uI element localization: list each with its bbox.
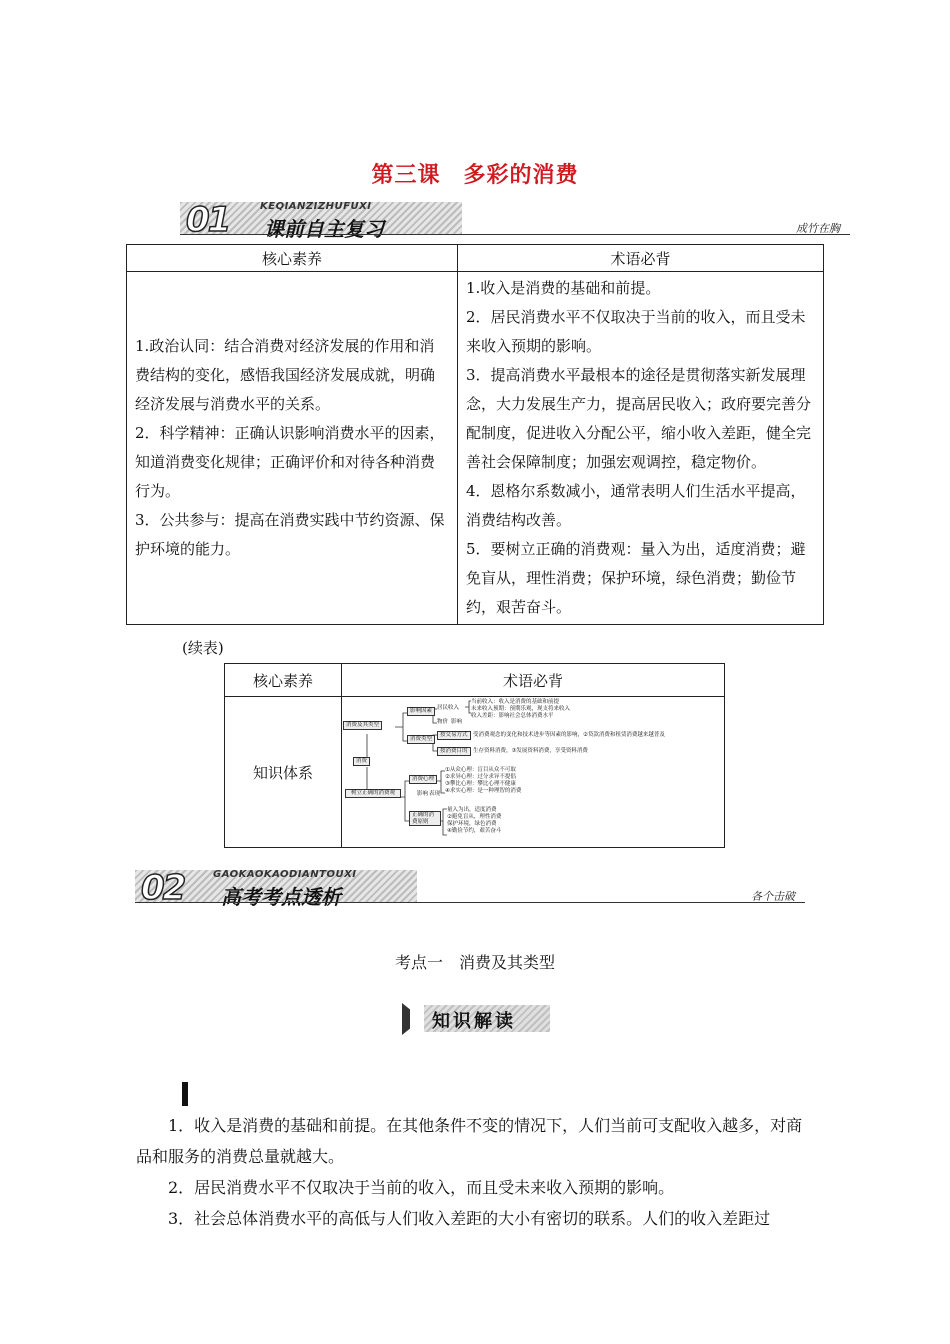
- continued-label: (续表): [182, 639, 224, 657]
- lesson-title: 第三课 多彩的消费: [371, 163, 579, 188]
- mindmap-label: 按消费目的: [437, 747, 471, 756]
- banner-rule: [180, 234, 850, 235]
- mindmap-label: 物价: [437, 719, 449, 725]
- core-literacy-table: [126, 244, 824, 625]
- mindmap-branch-types: 消费类型: [407, 735, 435, 744]
- knowledge-diagram-cell: [342, 697, 725, 848]
- mindmap-text: 生存资料消费，③发展资料消费，享受资料消费: [473, 748, 588, 754]
- knowledge-reading-label: 知识解读: [432, 1011, 516, 1032]
- mindmap-text: 受消费观念的变化和技术进步等因素的影响，②贷款消费和租赁消费越来越普及: [473, 732, 665, 738]
- banner-rule: [135, 902, 805, 903]
- knowledge-system-table: [224, 663, 725, 848]
- section-number: 02: [141, 868, 185, 908]
- mindmap-text: 保护环境，绿色消费: [447, 821, 497, 827]
- mindmap-text: 量入为出，适度消费: [447, 807, 497, 813]
- core-item: 2．科学精神：正确认识影响消费水平的因素，知道消费变化规律；正确评价和对待各种消费行为。: [135, 424, 445, 500]
- table-header-core: 核心素养: [225, 664, 342, 697]
- core-literacy-cell: [127, 272, 458, 625]
- play-arrow-inner: [410, 1008, 424, 1030]
- mindmap-node-consumption-view: 树立正确的消费观: [345, 789, 401, 798]
- mindmap-branch-factors: 影响因素: [407, 707, 435, 716]
- mindmap-node-consumption: 消费: [353, 757, 370, 766]
- knowledge-mindmap: [343, 699, 723, 845]
- knowledge-reading-banner: [402, 1003, 550, 1035]
- section-pinyin: GAOKAOKAODIANTOUXI: [213, 869, 357, 880]
- mindmap-text: ②避免盲从，理性消费: [447, 814, 502, 820]
- term-item: 5．要树立正确的消费观：量入为出，适度消费；避免盲从，理性消费；保护环境，绿色消费；勤俭节约，艰苦奋斗。: [466, 540, 806, 616]
- terms-cell: [458, 272, 824, 625]
- mindmap-label: 影响: [417, 791, 429, 797]
- mindmap-label: 表现: [429, 791, 441, 797]
- term-item: 4．恩格尔系数减小，通常表明人们生活水平提高，消费结构改善。: [466, 482, 806, 529]
- section-pinyin: KEQIANZIZHUFUXI: [260, 201, 372, 212]
- table-header-terms: 术语必背: [458, 245, 824, 272]
- term-item: 3．提高消费水平最根本的途径是贯彻落实新发展理念，大力发展生产力，提高居民收入；政府要完善分配制度，促进收入分配公平，缩小收入差距，健全完善社会保障制度；加强宏观调控，稳定物价。: [466, 366, 812, 471]
- table-header-terms: 术语必背: [342, 664, 725, 697]
- mindmap-branch-psychology: 消费心理: [409, 775, 437, 784]
- mindmap-label: 影响: [451, 719, 463, 725]
- term-item: 1.收入是消费的基础和前提。: [466, 279, 661, 297]
- paragraph: 1．收入是消费的基础和前提。在其他条件不变的情况下，人们当前可支配收入越多，对商品和服务的消费总量就越大。: [136, 1116, 803, 1166]
- mindmap-label: 居民收入: [437, 705, 460, 711]
- paragraph: 2．居民消费水平不仅取决于当前的收入，而且受未来收入预期的影响。: [168, 1178, 675, 1197]
- mindmap-text: ③攀比心理：攀比心理不健康: [445, 781, 516, 787]
- section-banner-review: [180, 198, 850, 241]
- term-item: 2．居民消费水平不仅取决于当前的收入，而且受未来收入预期的影响。: [466, 308, 806, 355]
- mindmap-text: 未来收入预期：预期乐观，现支将来收入: [471, 706, 571, 712]
- section-marker: [182, 1082, 188, 1106]
- section-tagline: 各个击破: [751, 890, 795, 903]
- body-text: [136, 1110, 816, 1234]
- mindmap-text: 当前收入：收入是消费的基础和前提: [471, 699, 560, 705]
- section-name: 课前自主复习: [264, 217, 384, 241]
- paragraph: 3．社会总体消费水平的高低与人们收入差距的大小有密切的联系。人们的收入差距过: [168, 1209, 771, 1228]
- knowledge-system-label: 知识体系: [225, 697, 342, 848]
- mindmap-text: ④求实心理：是一种理智的消费: [445, 788, 522, 794]
- core-item: 3．公共参与：提高在消费实践中节约资源、保护环境的能力。: [135, 511, 445, 558]
- mindmap-node-consumption-types: 消费及其类型: [343, 721, 382, 730]
- section-tagline: 成竹在胸: [796, 222, 840, 235]
- exam-point-heading: 考点一 消费及其类型: [394, 953, 555, 972]
- mindmap-branch-principles: 正确的消费原则: [409, 811, 441, 826]
- mindmap-text: ②求异心理：过分求异不提倡: [445, 774, 516, 780]
- mindmap-text: 收入差距：影响社会总体消费水平: [471, 713, 554, 719]
- mindmap-connectors: [343, 699, 723, 845]
- table-header-core: 核心素养: [127, 245, 458, 272]
- section-number: 01: [186, 200, 230, 240]
- mindmap-text: ①从众心理：盲目从众不可取: [445, 767, 516, 773]
- section-name: 高考考点透析: [221, 885, 341, 909]
- mindmap-text: ④勤俭节约，艰苦奋斗: [447, 828, 502, 834]
- core-item: 1.政治认同：结合消费对经济发展的作用和消费结构的变化，感悟我国经济发展成就，明确经济发展与消费水平的关系。: [135, 337, 436, 413]
- section-banner-analysis: [135, 866, 805, 909]
- mindmap-label: 按交易方式: [437, 731, 471, 740]
